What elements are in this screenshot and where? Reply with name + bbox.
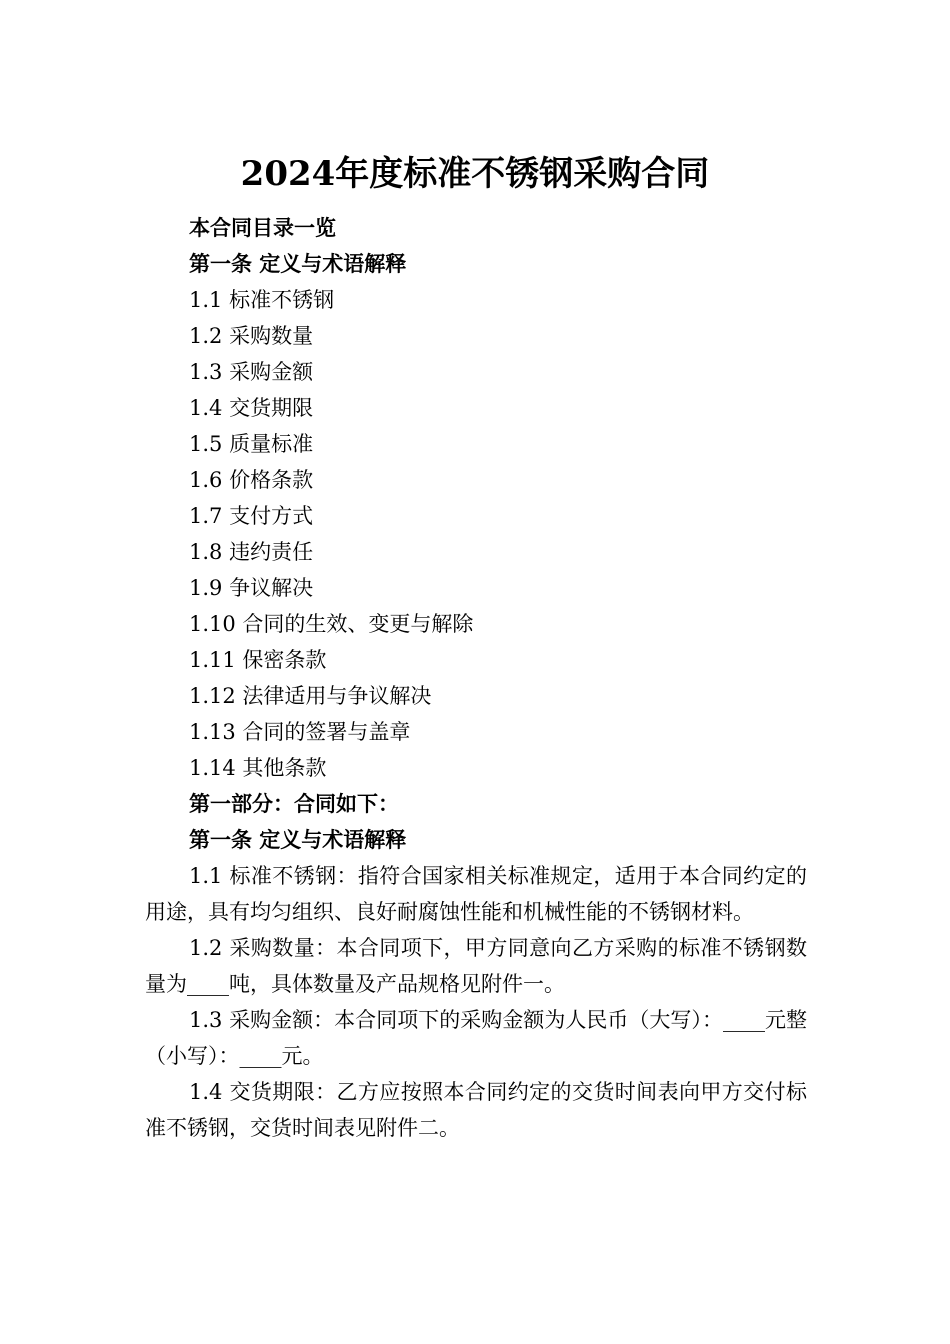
toc-item: 1.14 其他条款 [189,756,327,780]
toc-item: 1.9 争议解决 [189,576,314,600]
toc-item: 1.13 合同的签署与盖章 [189,720,411,744]
clause-paragraph: 1.1 标准不锈钢：指符合国家相关标准规定，适用于本合同约定的用途，具有均匀组织、良好耐腐蚀性能和机械性能的不锈钢材料。 [145,864,807,924]
toc-heading: 本合同目录一览 [189,215,336,240]
toc-article-1: 第一条 定义与术语解释 [189,251,407,276]
toc-item: 1.5 质量标准 [189,432,314,456]
part-1-article-1: 第一条 定义与术语解释 [189,827,407,852]
toc-item: 1.10 合同的生效、变更与解除 [189,612,474,636]
toc-item: 1.2 采购数量 [189,324,314,348]
document-body [145,210,807,1146]
part-1-heading: 第一部分：合同如下： [189,791,399,816]
document-title: 2024年度标准不锈钢采购合同 [240,154,710,194]
toc-item: 1.1 标准不锈钢 [189,288,335,312]
toc-item: 1.12 法律适用与争议解决 [189,684,432,708]
toc-item: 1.6 价格条款 [189,468,314,492]
clause-paragraph: 1.4 交货期限：乙方应按照本合同约定的交货时间表向甲方交付标准不锈钢，交货时间表见附件二。 [145,1080,807,1140]
toc-item: 1.8 违约责任 [189,540,314,564]
toc-item: 1.7 支付方式 [189,504,314,528]
toc-item: 1.4 交货期限 [189,396,314,420]
clause-paragraph: 1.2 采购数量：本合同项下，甲方同意向乙方采购的标准不锈钢数量为____吨，具体数量及产品规格见附件一。 [145,936,807,996]
toc-item: 1.3 采购金额 [189,360,314,384]
toc-item: 1.11 保密条款 [189,648,327,672]
clause-paragraph: 1.3 采购金额：本合同项下的采购金额为人民币（大写）：____元整（小写）：____元。 [145,1008,807,1068]
